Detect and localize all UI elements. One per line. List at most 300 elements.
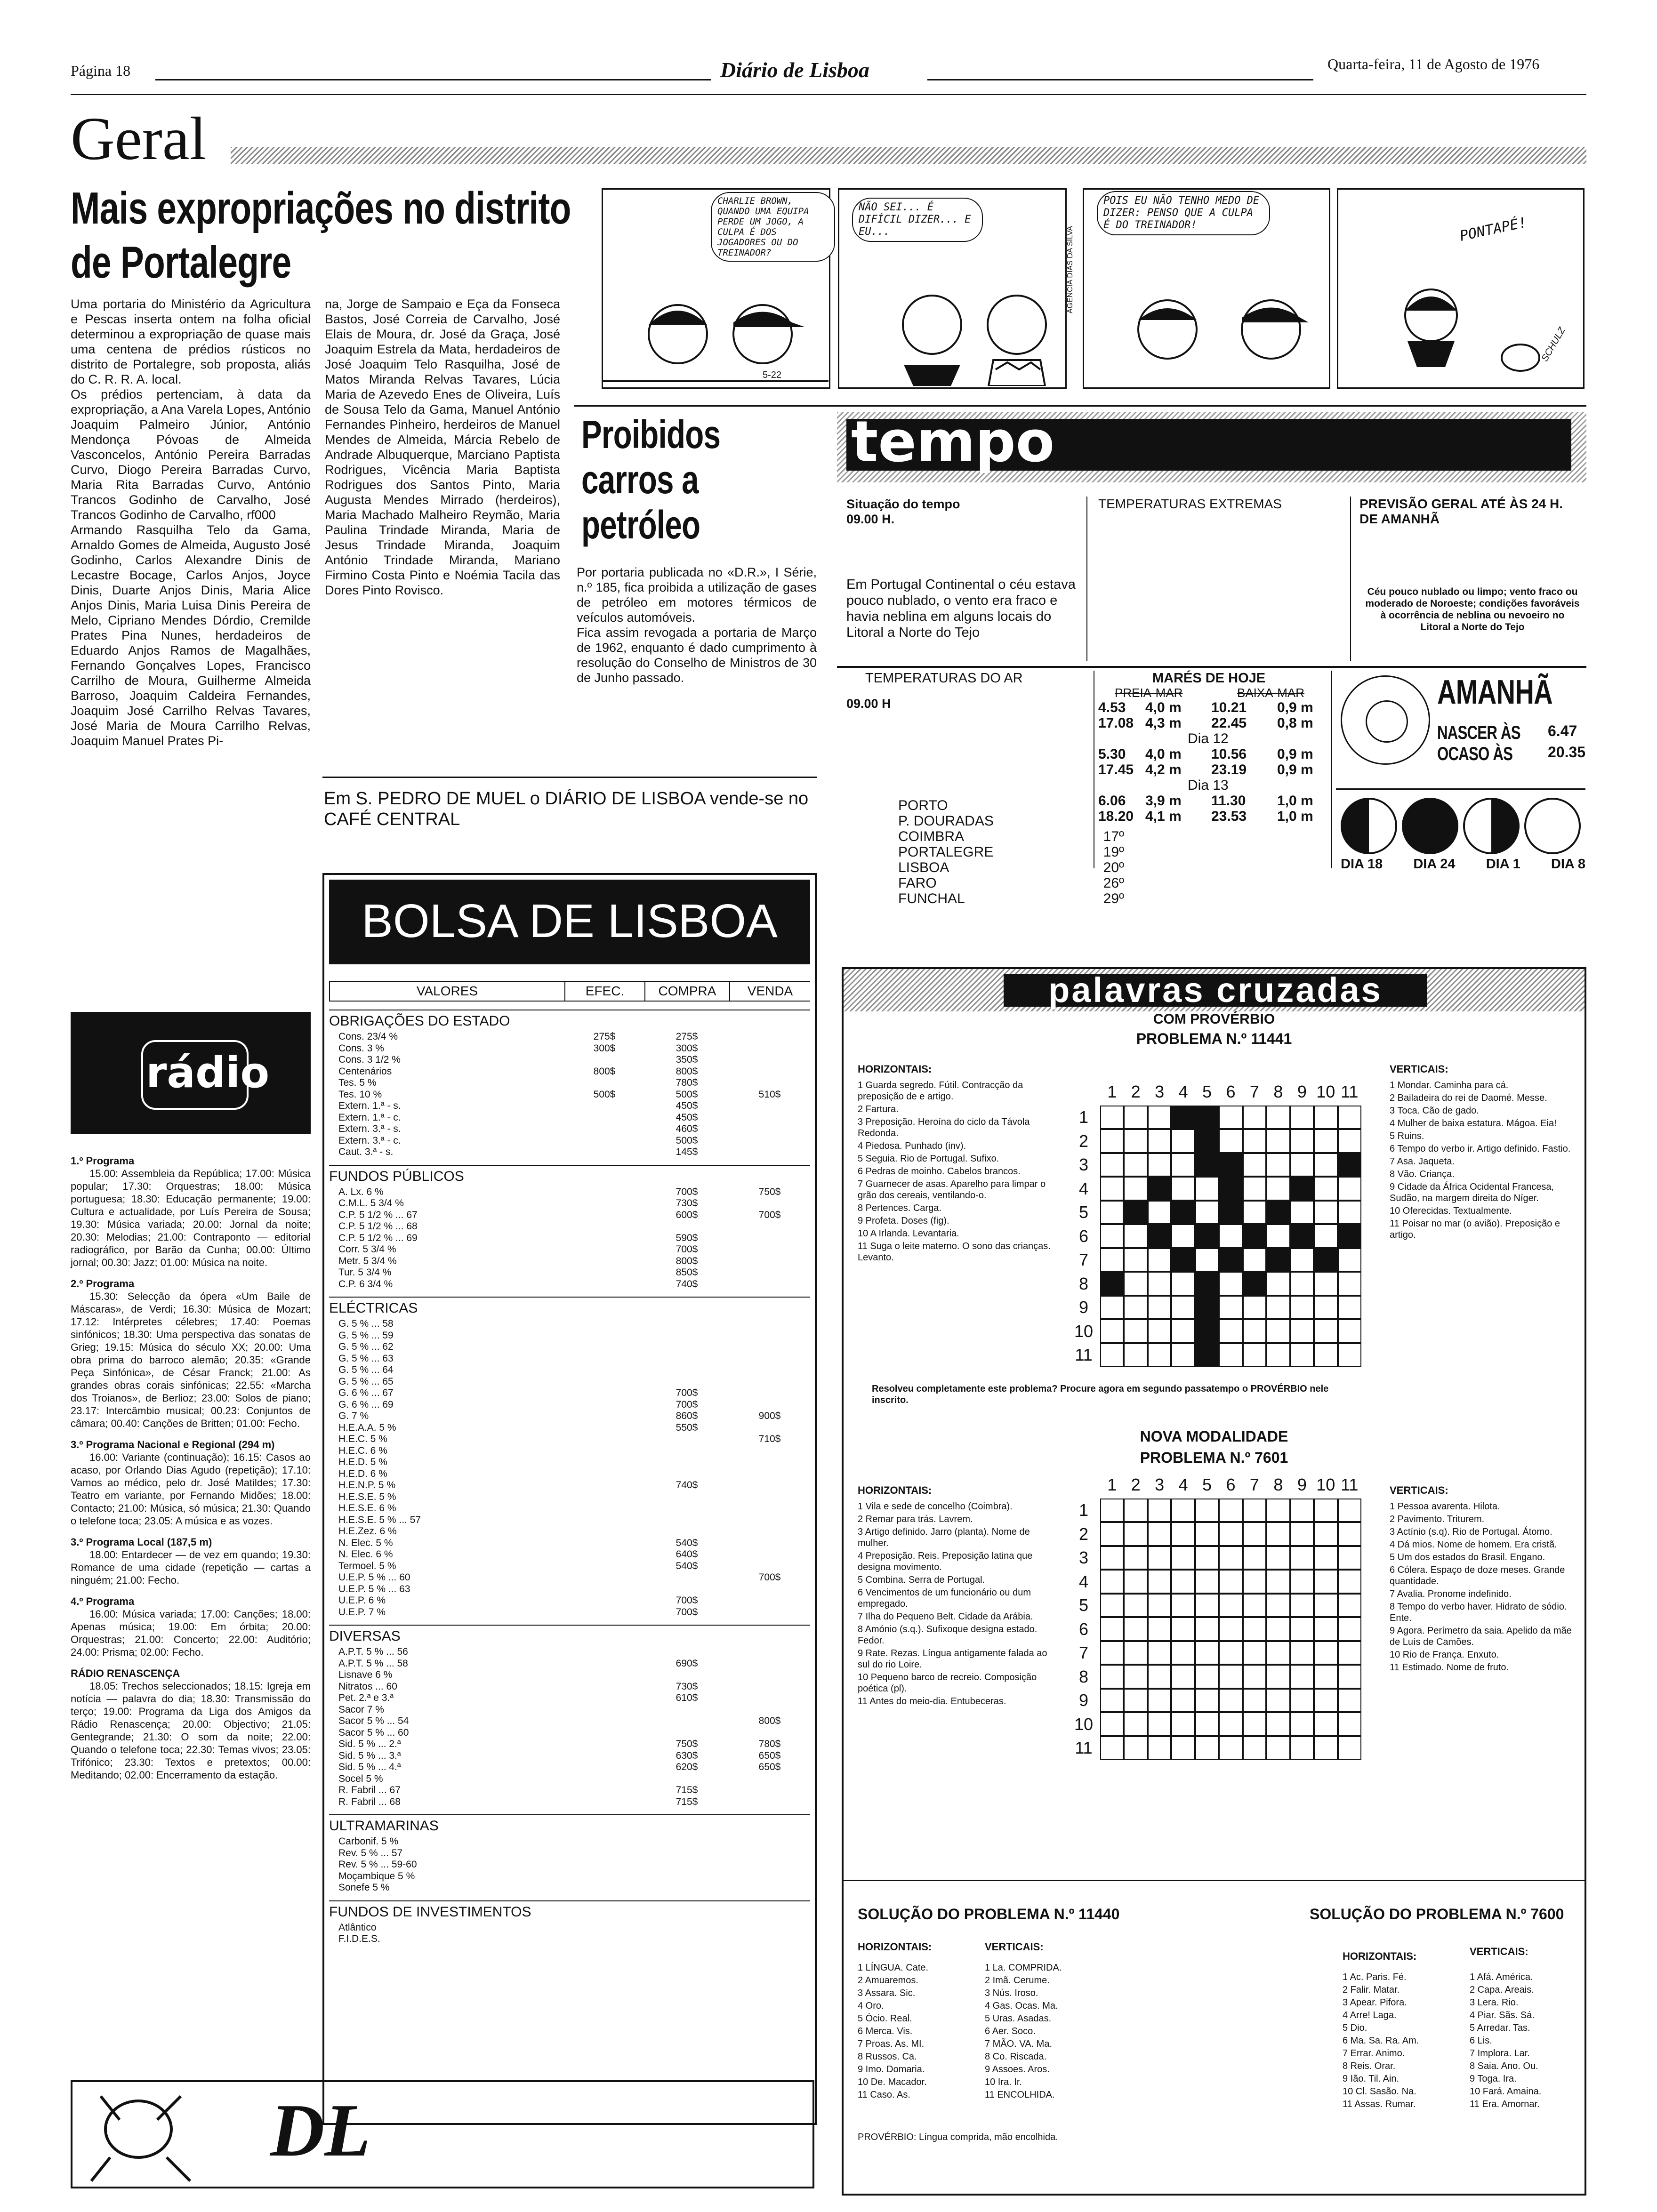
grid-cell[interactable]: [1290, 1641, 1314, 1665]
grid-cell[interactable]: [1124, 1617, 1147, 1641]
grid-cell[interactable]: [1195, 1499, 1219, 1522]
grid-cell[interactable]: [1338, 1272, 1361, 1295]
grid-cell[interactable]: [1243, 1665, 1266, 1688]
grid-cell[interactable]: [1148, 1129, 1171, 1153]
grid-cell[interactable]: [1124, 1641, 1147, 1665]
grid-cell[interactable]: [1148, 1177, 1171, 1200]
p1-col-numbers: [1100, 1082, 1361, 1102]
grid-cell[interactable]: [1266, 1570, 1290, 1593]
weather-box: [837, 409, 1586, 939]
grid-cell[interactable]: [1290, 1736, 1314, 1760]
grid-cell[interactable]: [1171, 1106, 1195, 1129]
grid-cell[interactable]: [1148, 1522, 1171, 1546]
grid-cell[interactable]: [1124, 1689, 1147, 1712]
grid-cell[interactable]: [1195, 1129, 1219, 1153]
grid-cell[interactable]: [1338, 1594, 1361, 1617]
grid-cell[interactable]: [1290, 1248, 1314, 1272]
bolsa-price: [644, 1445, 729, 1457]
grid-cell[interactable]: [1314, 1319, 1337, 1343]
grid-cell[interactable]: [1219, 1296, 1242, 1319]
grid-cell[interactable]: [1219, 1248, 1242, 1272]
grid-cell[interactable]: [1314, 1343, 1337, 1367]
grid-cell[interactable]: [1314, 1248, 1337, 1272]
grid-cell[interactable]: [1338, 1153, 1361, 1177]
grid-cell[interactable]: [1338, 1201, 1361, 1224]
grid-cell[interactable]: [1219, 1224, 1242, 1248]
grid-cell[interactable]: [1100, 1689, 1124, 1712]
grid-cell[interactable]: [1243, 1153, 1266, 1177]
bolsa-row: [329, 1646, 810, 1658]
proverbio: PROVÉRBIO: Língua comprida, mão encolhida.: [858, 2132, 1058, 2142]
grid-cell[interactable]: [1290, 1129, 1314, 1153]
clue: 1 Mondar. Caminha para cá.: [1390, 1080, 1509, 1090]
bolsa-row: [329, 1445, 810, 1457]
grid-cell[interactable]: [1314, 1736, 1337, 1760]
bolsa-price: 800$: [758, 1715, 781, 1726]
comic-bottom-rule: [574, 405, 1586, 407]
grid-cell[interactable]: [1266, 1641, 1290, 1665]
grid-cell[interactable]: [1266, 1248, 1290, 1272]
bolsa-price: [644, 1526, 729, 1538]
grid-cell[interactable]: [1100, 1319, 1124, 1343]
grid-cell[interactable]: [1124, 1224, 1147, 1248]
grid-cell[interactable]: [1290, 1499, 1314, 1522]
grid-cell[interactable]: [1314, 1153, 1337, 1177]
grid-cell[interactable]: [1338, 1736, 1361, 1760]
grid-cell[interactable]: [1219, 1617, 1242, 1641]
grid-cell[interactable]: [1100, 1570, 1124, 1593]
grid-cell[interactable]: [1171, 1712, 1195, 1736]
grid-cell[interactable]: [1314, 1296, 1337, 1319]
grid-cell[interactable]: [1314, 1201, 1337, 1224]
grid-cell[interactable]: [1219, 1272, 1242, 1295]
grid-cell[interactable]: [1243, 1617, 1266, 1641]
grid-cell[interactable]: [1219, 1106, 1242, 1129]
grid-cell[interactable]: [1195, 1319, 1219, 1343]
grid-cell[interactable]: [1266, 1106, 1290, 1129]
grid-cell[interactable]: [1243, 1499, 1266, 1522]
grid-cell[interactable]: [1124, 1296, 1147, 1319]
grid-cell[interactable]: [1290, 1712, 1314, 1736]
tide-value: 0,9 m: [1277, 762, 1313, 777]
grid-cell[interactable]: [1219, 1594, 1242, 1617]
grid-cell[interactable]: [1195, 1689, 1219, 1712]
grid-cell[interactable]: [1243, 1641, 1266, 1665]
grid-cell[interactable]: [1338, 1319, 1361, 1343]
grid-cell[interactable]: [1171, 1617, 1195, 1641]
grid-cell[interactable]: [1195, 1641, 1219, 1665]
grid-cell[interactable]: [1124, 1201, 1147, 1224]
clue: 7 Implora. Lar.: [1470, 2048, 1530, 2059]
grid-cell[interactable]: [1100, 1177, 1124, 1200]
grid-cell[interactable]: [1148, 1248, 1171, 1272]
grid-cell[interactable]: [1148, 1319, 1171, 1343]
bolsa-price: [564, 1422, 644, 1434]
grid-cell[interactable]: [1171, 1177, 1195, 1200]
grid-cell[interactable]: [1314, 1272, 1337, 1295]
grid-cell[interactable]: [1266, 1689, 1290, 1712]
grid-cell[interactable]: [1219, 1129, 1242, 1153]
grid-cell[interactable]: [1148, 1736, 1171, 1760]
grid-cell[interactable]: [1171, 1522, 1195, 1546]
tide-value: 0,9 m: [1277, 746, 1313, 762]
grid-cell[interactable]: [1219, 1546, 1242, 1570]
grid-cell[interactable]: [1171, 1736, 1195, 1760]
grid-cell[interactable]: [1290, 1522, 1314, 1546]
clue: 7 Avalia. Pronome indefinido.: [1390, 1589, 1512, 1599]
grid-cell[interactable]: [1290, 1689, 1314, 1712]
grid-cell[interactable]: [1266, 1522, 1290, 1546]
grid-cell[interactable]: [1266, 1665, 1290, 1688]
bolsa-row: [329, 1491, 810, 1503]
grid-cell[interactable]: [1195, 1248, 1219, 1272]
bolsa-price: [729, 1796, 810, 1808]
grid-cell[interactable]: [1266, 1201, 1290, 1224]
crossword-title: palavras cruzadas: [1048, 970, 1383, 1010]
grid-cell[interactable]: [1195, 1272, 1219, 1295]
grid-cell[interactable]: [1314, 1499, 1337, 1522]
grid-cell[interactable]: [1290, 1106, 1314, 1129]
bolsa-security: Socel 5 %: [338, 1773, 383, 1784]
p1-hor-label: HORIZONTAIS:: [858, 1063, 932, 1075]
grid-cell[interactable]: [1219, 1522, 1242, 1546]
grid-cell[interactable]: [1290, 1546, 1314, 1570]
grid-cell[interactable]: [1314, 1570, 1337, 1593]
grid-cell[interactable]: [1171, 1641, 1195, 1665]
grid-cell[interactable]: [1338, 1129, 1361, 1153]
grid-row-number: 8: [1078, 1274, 1089, 1293]
grid-cell[interactable]: [1314, 1617, 1337, 1641]
grid-cell[interactable]: [1124, 1665, 1147, 1688]
grid-cell[interactable]: [1100, 1153, 1124, 1177]
grid-cell[interactable]: [1338, 1665, 1361, 1688]
bolsa-security: Pet. 2.ª e 3.ª: [338, 1692, 394, 1703]
grid-cell[interactable]: [1124, 1499, 1147, 1522]
grid-cell[interactable]: [1195, 1665, 1219, 1688]
grid-cell[interactable]: [1195, 1201, 1219, 1224]
grid-cell[interactable]: [1195, 1736, 1219, 1760]
radio-program-text: 15.00: Assembleia da República; 17.00: Música popular; 17.30: Orquestras; 18.00: Música portuguesa; 18.30: Educação permanente; 19.00: Cultura e actualidade, por Luís Pereira de Sousa; 19.30: Música variada; 20.00: Jornal da noite; 20.30: Melodias; 21.00: Contraponto — editorial radiográfico, por Barão da Cunha; 00.00: Último jornal; 00.30: Jazz; 01.00: Música na noite.: [71, 1168, 311, 1268]
grid-cell[interactable]: [1171, 1546, 1195, 1570]
grid-cell[interactable]: [1243, 1736, 1266, 1760]
grid-cell[interactable]: [1171, 1129, 1195, 1153]
grid-cell[interactable]: [1338, 1296, 1361, 1319]
grid-cell[interactable]: [1148, 1343, 1171, 1367]
grid-cell[interactable]: [1100, 1712, 1124, 1736]
grid-cell[interactable]: [1338, 1177, 1361, 1200]
grid-cell[interactable]: [1100, 1736, 1124, 1760]
grid-cell[interactable]: [1124, 1570, 1147, 1593]
grid-cell[interactable]: [1171, 1248, 1195, 1272]
clue: 7 Ilha do Pequeno Belt. Cidade da Arábia.: [858, 1611, 1033, 1622]
grid-cell[interactable]: [1338, 1689, 1361, 1712]
grid-cell[interactable]: [1171, 1689, 1195, 1712]
tide-value: 5.30: [1098, 746, 1126, 762]
grid-cell[interactable]: [1290, 1201, 1314, 1224]
bolsa-row: [329, 1480, 810, 1491]
grid-cell[interactable]: [1243, 1319, 1266, 1343]
bolsa-security: Termoel. 5 %: [338, 1560, 396, 1571]
grid-cell[interactable]: [1243, 1689, 1266, 1712]
bolsa-security: Sid. 5 % ... 4.ª: [338, 1762, 401, 1772]
grid-cell[interactable]: [1290, 1665, 1314, 1688]
bolsa-price: 900$: [758, 1411, 781, 1421]
grid-cell[interactable]: [1266, 1177, 1290, 1200]
grid-cell[interactable]: [1290, 1617, 1314, 1641]
grid-cell[interactable]: [1148, 1617, 1171, 1641]
grid-cell[interactable]: [1124, 1522, 1147, 1546]
grid-cell[interactable]: [1338, 1343, 1361, 1367]
grid-cell[interactable]: [1266, 1343, 1290, 1367]
grid-cell[interactable]: [1124, 1272, 1147, 1295]
grid-cell[interactable]: [1171, 1499, 1195, 1522]
grid-cell[interactable]: [1266, 1594, 1290, 1617]
clue: 7 Guarnecer de asas. Aparelho para limpar o grão dos cereais, ventilando-o.: [858, 1179, 1046, 1201]
grid-cell[interactable]: [1100, 1224, 1124, 1248]
p2-grid[interactable]: [1100, 1499, 1361, 1760]
grid-cell[interactable]: [1290, 1272, 1314, 1295]
grid-cell[interactable]: [1171, 1570, 1195, 1593]
grid-cell[interactable]: [1195, 1522, 1219, 1546]
bolsa-price: 300$: [593, 1042, 616, 1054]
grid-cell[interactable]: [1124, 1712, 1147, 1736]
grid-cell[interactable]: [1100, 1641, 1124, 1665]
bolsa-price: [564, 1186, 644, 1198]
grid-cell[interactable]: [1219, 1689, 1242, 1712]
grid-col-number: 1: [1107, 1475, 1117, 1494]
bolsa-row: [329, 1572, 810, 1584]
grid-cell[interactable]: [1148, 1594, 1171, 1617]
grid-cell[interactable]: [1290, 1296, 1314, 1319]
problem1-title: PROBLEMA N.º 11441: [1136, 1030, 1292, 1047]
grid-cell[interactable]: [1219, 1319, 1242, 1343]
grid-cell[interactable]: [1195, 1296, 1219, 1319]
grid-cell[interactable]: [1219, 1736, 1242, 1760]
bolsa-price: 145$: [676, 1146, 698, 1157]
p2-horizontal-clues: [858, 1501, 1060, 1708]
grid-cell[interactable]: [1338, 1224, 1361, 1248]
grid-cell[interactable]: [1148, 1641, 1171, 1665]
grid-cell[interactable]: [1171, 1343, 1195, 1367]
grid-cell[interactable]: [1171, 1594, 1195, 1617]
grid-cell[interactable]: [1243, 1343, 1266, 1367]
grid-cell[interactable]: [1100, 1129, 1124, 1153]
grid-cell[interactable]: [1219, 1641, 1242, 1665]
grid-cell[interactable]: [1266, 1153, 1290, 1177]
grid-cell[interactable]: [1219, 1570, 1242, 1593]
grid-cell[interactable]: [1171, 1665, 1195, 1688]
grid-cell[interactable]: [1338, 1546, 1361, 1570]
grid-cell[interactable]: [1243, 1570, 1266, 1593]
grid-cell[interactable]: [1100, 1272, 1124, 1295]
grid-cell[interactable]: [1314, 1129, 1337, 1153]
grid-cell[interactable]: [1124, 1594, 1147, 1617]
grid-cell[interactable]: [1219, 1343, 1242, 1367]
grid-cell[interactable]: [1219, 1712, 1242, 1736]
grid-cell[interactable]: [1195, 1594, 1219, 1617]
grid-cell[interactable]: [1148, 1712, 1171, 1736]
grid-cell[interactable]: [1266, 1296, 1290, 1319]
bolsa-security: Caut. 3.ª - s.: [338, 1146, 394, 1157]
grid-cell[interactable]: [1148, 1153, 1171, 1177]
p1-grid[interactable]: [1100, 1106, 1361, 1367]
grid-cell[interactable]: [1195, 1106, 1219, 1129]
grid-cell[interactable]: [1124, 1343, 1147, 1367]
bolsa-security: H.E.D. 5 %: [338, 1457, 387, 1467]
grid-cell[interactable]: [1338, 1570, 1361, 1593]
article2-body: Por portaria publicada no «D.R.», I Série, n.º 185, fica proibida a utilização de gases de petróleo em motores térmicos de veículos automóveis. Fica assim revogada a portaria de Março de 1962, enquanto é dado cumprimento à resolução do Conselho de Ministros de 30 de Junho passado.: [577, 565, 817, 685]
grid-cell[interactable]: [1314, 1689, 1337, 1712]
grid-cell[interactable]: [1100, 1594, 1124, 1617]
grid-cell[interactable]: [1290, 1343, 1314, 1367]
grid-cell[interactable]: [1243, 1177, 1266, 1200]
grid-cell[interactable]: [1124, 1736, 1147, 1760]
grid-cell[interactable]: [1290, 1177, 1314, 1200]
grid-cell[interactable]: [1148, 1106, 1171, 1129]
grid-cell[interactable]: [1219, 1201, 1242, 1224]
grid-cell[interactable]: [1266, 1129, 1290, 1153]
grid-cell[interactable]: [1195, 1224, 1219, 1248]
grid-cell[interactable]: [1266, 1736, 1290, 1760]
grid-cell[interactable]: [1338, 1248, 1361, 1272]
bolsa-security: C.P. 6 3/4 %: [338, 1278, 393, 1290]
grid-cell[interactable]: [1100, 1617, 1124, 1641]
grid-cell[interactable]: [1314, 1224, 1337, 1248]
city-temperatures: [898, 798, 1124, 906]
grid-cell[interactable]: [1314, 1177, 1337, 1200]
grid-cell[interactable]: [1100, 1248, 1124, 1272]
grid-col-number: 6: [1226, 1082, 1236, 1101]
grid-cell[interactable]: [1338, 1499, 1361, 1522]
grid-cell[interactable]: [1290, 1570, 1314, 1593]
grid-cell[interactable]: [1124, 1129, 1147, 1153]
bolsa-security: A.P.T. 5 % ... 58: [338, 1658, 408, 1669]
grid-cell[interactable]: [1171, 1201, 1195, 1224]
grid-cell[interactable]: [1219, 1665, 1242, 1688]
grid-cell[interactable]: [1314, 1522, 1337, 1546]
grid-cell[interactable]: [1266, 1272, 1290, 1295]
grid-cell[interactable]: [1100, 1296, 1124, 1319]
grid-cell[interactable]: [1195, 1617, 1219, 1641]
grid-cell[interactable]: [1100, 1499, 1124, 1522]
grid-cell[interactable]: [1290, 1153, 1314, 1177]
grid-cell[interactable]: [1266, 1712, 1290, 1736]
grid-cell[interactable]: [1195, 1343, 1219, 1367]
grid-cell[interactable]: [1148, 1499, 1171, 1522]
clue: 2 Falir. Matar.: [1343, 1985, 1400, 1995]
grid-cell[interactable]: [1338, 1641, 1361, 1665]
grid-cell[interactable]: [1338, 1106, 1361, 1129]
grid-cell[interactable]: [1124, 1177, 1147, 1200]
grid-cell[interactable]: [1243, 1272, 1266, 1295]
grid-cell[interactable]: [1195, 1177, 1219, 1200]
grid-cell[interactable]: [1314, 1712, 1337, 1736]
grid-cell[interactable]: [1148, 1272, 1171, 1295]
clue: 8 Reis. Orar.: [1343, 2061, 1396, 2071]
grid-cell[interactable]: [1314, 1546, 1337, 1570]
grid-cell[interactable]: [1100, 1201, 1124, 1224]
bolsa-price: [564, 1750, 644, 1762]
grid-cell[interactable]: [1243, 1712, 1266, 1736]
grid-cell[interactable]: [1219, 1153, 1242, 1177]
grid-cell[interactable]: [1124, 1319, 1147, 1343]
grid-cell[interactable]: [1195, 1153, 1219, 1177]
grid-cell[interactable]: [1148, 1665, 1171, 1688]
bolsa-price: [564, 1054, 644, 1066]
grid-cell[interactable]: [1148, 1296, 1171, 1319]
grid-cell[interactable]: [1266, 1319, 1290, 1343]
grid-cell[interactable]: [1266, 1224, 1290, 1248]
grid-cell[interactable]: [1243, 1248, 1266, 1272]
grid-cell[interactable]: [1100, 1546, 1124, 1570]
bolsa-price: 700$: [676, 1595, 698, 1606]
grid-cell[interactable]: [1148, 1689, 1171, 1712]
grid-cell[interactable]: [1243, 1129, 1266, 1153]
grid-cell[interactable]: [1314, 1594, 1337, 1617]
grid-cell[interactable]: [1124, 1248, 1147, 1272]
grid-cell[interactable]: [1266, 1499, 1290, 1522]
grid-cell[interactable]: [1124, 1546, 1147, 1570]
grid-cell[interactable]: [1100, 1343, 1124, 1367]
grid-cell[interactable]: [1100, 1665, 1124, 1688]
grid-cell[interactable]: [1290, 1319, 1314, 1343]
grid-cell[interactable]: [1290, 1224, 1314, 1248]
grid-cell[interactable]: [1195, 1570, 1219, 1593]
grid-cell[interactable]: [1243, 1546, 1266, 1570]
grid-cell[interactable]: [1124, 1106, 1147, 1129]
grid-cell[interactable]: [1290, 1594, 1314, 1617]
grid-cell[interactable]: [1171, 1319, 1195, 1343]
grid-cell[interactable]: [1243, 1296, 1266, 1319]
p2-vertical-clues: [1390, 1501, 1578, 1675]
grid-cell[interactable]: [1266, 1617, 1290, 1641]
grid-cell[interactable]: [1314, 1641, 1337, 1665]
grid-cell[interactable]: [1171, 1224, 1195, 1248]
grid-cell[interactable]: [1243, 1224, 1266, 1248]
grid-cell[interactable]: [1195, 1546, 1219, 1570]
grid-cell[interactable]: [1148, 1570, 1171, 1593]
grid-cell[interactable]: [1171, 1296, 1195, 1319]
grid-cell[interactable]: [1148, 1224, 1171, 1248]
grid-cell[interactable]: [1314, 1106, 1337, 1129]
grid-cell[interactable]: [1243, 1106, 1266, 1129]
grid-cell[interactable]: [1243, 1522, 1266, 1546]
bolsa-price: 650$: [758, 1762, 781, 1772]
grid-cell[interactable]: [1338, 1522, 1361, 1546]
grid-cell[interactable]: [1100, 1522, 1124, 1546]
grid-cell[interactable]: [1148, 1546, 1171, 1570]
grid-cell[interactable]: [1338, 1617, 1361, 1641]
bolsa-row: [329, 1739, 810, 1750]
bolsa-header: [329, 981, 810, 1002]
grid-cell[interactable]: [1171, 1153, 1195, 1177]
grid-cell[interactable]: [1314, 1665, 1337, 1688]
grid-cell[interactable]: [1243, 1201, 1266, 1224]
grid-cell[interactable]: [1100, 1106, 1124, 1129]
grid-cell[interactable]: [1124, 1153, 1147, 1177]
grid-cell[interactable]: [1219, 1177, 1242, 1200]
grid-cell[interactable]: [1171, 1272, 1195, 1295]
grid-cell[interactable]: [1266, 1546, 1290, 1570]
bolsa-price: [644, 1330, 729, 1342]
grid-cell[interactable]: [1243, 1594, 1266, 1617]
grid-cell[interactable]: [1338, 1712, 1361, 1736]
bolsa-row: [329, 1043, 810, 1055]
grid-cell[interactable]: [1219, 1499, 1242, 1522]
bolsa-price: 730$: [676, 1198, 698, 1209]
grid-cell[interactable]: [1148, 1201, 1171, 1224]
grid-cell[interactable]: [1195, 1712, 1219, 1736]
